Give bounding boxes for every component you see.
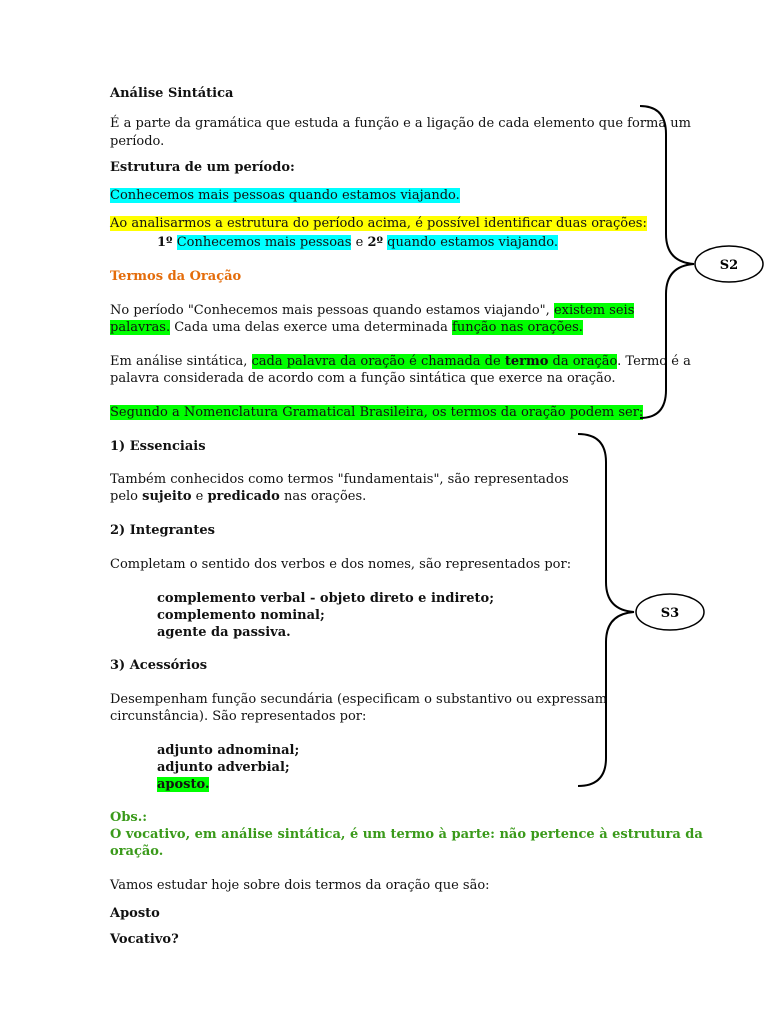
label-s2: S2 (719, 258, 739, 273)
structure-heading: Estrutura de um período: (110, 160, 295, 175)
acessorios-item: aposto. (157, 777, 210, 792)
integrantes-item: complemento verbal - objeto direto e indireto; (157, 591, 494, 606)
para2-line-2: palavra considerada de acordo com a função sintática que exerce na oração. (110, 371, 616, 386)
acessorios-item: adjunto adverbial; (157, 760, 290, 775)
obs-label: Obs.: (110, 810, 148, 825)
brace-s2 (640, 106, 694, 418)
essenciais-heading: 1) Essenciais (110, 439, 206, 454)
integrantes-text: Completam o sentido dos verbos e dos nomes, são representados por: (110, 557, 572, 572)
para1-line-1: No período "Conhecemos mais pessoas quando estamos viajando", existem seis (110, 303, 635, 318)
page-title: Análise Sintática (110, 86, 234, 101)
clauses-line: 1º Conhecemos mais pessoas e 2º quando estamos viajando. (157, 235, 559, 250)
integrantes-item: complemento nominal; (157, 608, 325, 623)
brace-s3 (578, 434, 634, 786)
label-s3: S3 (660, 606, 680, 621)
integrantes-item: agente da passiva. (157, 625, 291, 640)
closing-line: Vamos estudar hoje sobre dois termos da oração que são: (110, 878, 490, 893)
acessorios-line-1: Desempenham função secundária (especificam o substantivo ou expressam (110, 692, 608, 707)
obs-line-2: oração. (110, 844, 164, 859)
terms-heading: Termos da Oração (110, 269, 242, 284)
para2-line-1: Em análise sintática, cada palavra da oração é chamada de termo da oração. Termo é a (110, 354, 691, 369)
essenciais-line-1: Também conhecidos como termos "fundamentais", são representados (110, 472, 569, 487)
definition-line-1: É a parte da gramática que estuda a função e a ligação de cada elemento que forma um (110, 116, 691, 131)
essenciais-line-2: pelo sujeito e predicado nas orações. (110, 489, 367, 504)
para1-line-2: palavras. Cada uma delas exerce uma determinada função nas orações. (110, 320, 583, 335)
nomenclature-line: Segundo a Nomenclatura Gramatical Brasileira, os termos da oração podem ser: (110, 405, 644, 420)
integrantes-heading: 2) Integrantes (110, 523, 215, 538)
aposto-heading: Aposto (110, 906, 160, 921)
vocativo-heading: Vocativo? (110, 932, 179, 947)
analysis-line: Ao analisarmos a estrutura do período acima, é possível identificar duas orações: (110, 216, 647, 231)
definition-line-2: período. (110, 134, 165, 149)
acessorios-heading: 3) Acessórios (110, 658, 208, 673)
example-sentence: Conhecemos mais pessoas quando estamos viajando. (110, 188, 460, 203)
acessorios-item: adjunto adnominal; (157, 743, 300, 758)
obs-line-1: O vocativo, em análise sintática, é um termo à parte: não pertence à estrutura da (110, 827, 703, 842)
acessorios-line-2: circunstância). São representados por: (110, 709, 367, 724)
